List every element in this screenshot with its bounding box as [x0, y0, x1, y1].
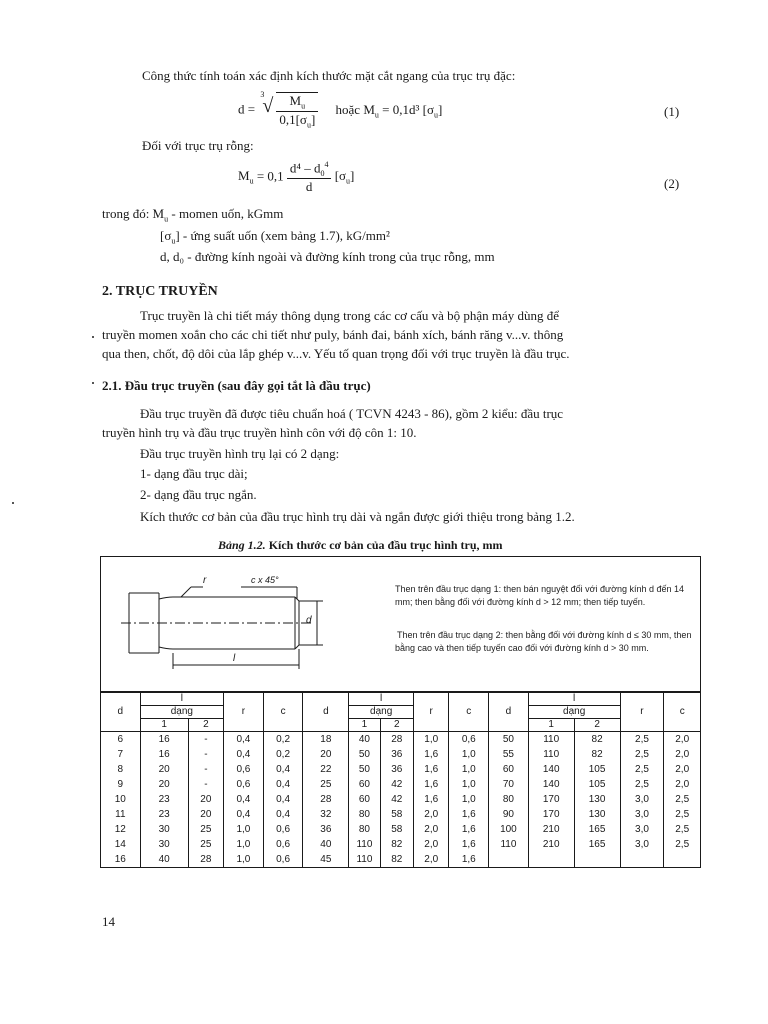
hollow-intro: Đối với trục trụ rỗng: [142, 138, 254, 153]
table-cell: 110 [349, 837, 380, 852]
table-cell: 2,5 [664, 837, 701, 852]
table-cell: 50 [349, 762, 380, 777]
table-cell: 0,4 [224, 807, 264, 822]
table-cell [664, 852, 701, 868]
table-cell: 40 [303, 837, 349, 852]
equation-number-2: (2) [664, 176, 680, 191]
table-cell: 2,0 [413, 822, 448, 837]
table-cell: 3,0 [620, 792, 664, 807]
table-cell: 1,0 [449, 777, 489, 792]
list-item-1: 1- dạng đầu trục dài; [140, 466, 248, 481]
section-title: 2. TRỤC TRUYỀN [102, 284, 218, 299]
table-cell: 2,0 [413, 807, 448, 822]
table-cell: 40 [349, 732, 380, 748]
figure-box [100, 556, 701, 692]
table-cell: 0,6 [263, 837, 303, 852]
table-cell: 1,0 [224, 822, 264, 837]
table-cell: 0,4 [224, 732, 264, 748]
table-cell: 2,0 [664, 777, 701, 792]
header-r: r [620, 693, 664, 732]
table-cell: 50 [489, 732, 529, 748]
table-cell: 1,6 [449, 807, 489, 822]
table-cell: 40 [140, 852, 188, 868]
table-header-row-2 [101, 706, 701, 719]
table-row [101, 777, 701, 792]
where-line-2: $[\sigma_u]$ - ứng suất uốn (xem bảng 1.7), kG/mm² [160, 228, 390, 246]
header-l: l [349, 693, 414, 706]
table-cell: 2,5 [620, 732, 664, 748]
label-chamfer: c x 45° [251, 575, 279, 585]
header-dang: dạng [528, 706, 620, 719]
table-cell: 170 [528, 792, 574, 807]
table-cell: 0,6 [449, 732, 489, 748]
table-cell: 1,6 [449, 852, 489, 868]
table-cell: 16 [101, 852, 141, 868]
where-line-3: d, d₀ - đường kính ngoài và đường kính trong của trục rỗng, mm [160, 249, 495, 264]
cube-root [258, 92, 318, 129]
table-cell: 2,5 [620, 777, 664, 792]
table-row [101, 732, 701, 748]
table-cell: 36 [380, 747, 413, 762]
table-cell [574, 852, 620, 868]
table-cell: - [188, 777, 223, 792]
header-dang: dạng [349, 706, 414, 719]
table-cell: 42 [380, 777, 413, 792]
table-cell: 2,0 [664, 732, 701, 748]
para1-line-2: truyền momen xoắn cho các chi tiết như puly, bánh đai, bánh xích, bánh răng v...v. thông [102, 327, 564, 342]
formula-1 [238, 90, 443, 130]
root-index: 3 [260, 90, 265, 99]
table-caption: Bảng 1.2. Kích thước cơ bản của đầu trục hình trụ, mm [218, 538, 503, 552]
table-row [101, 807, 701, 822]
formula-2-tail: $[\sigma_u]$ [334, 168, 355, 187]
table-cell: 82 [574, 747, 620, 762]
header-c: c [449, 693, 489, 732]
table-cell: 58 [380, 822, 413, 837]
header-dang: dạng [140, 706, 223, 719]
table-cell: 25 [188, 837, 223, 852]
table-row [101, 822, 701, 837]
formula-2: $M_u = 0,1$ $\frac{d^4 - d_0^4}{d}$ $[\sigma_u]$ [238, 160, 355, 194]
table-cell: 20 [188, 792, 223, 807]
table-cell: 170 [528, 807, 574, 822]
intro-text: Công thức tính toán xác định kích thước mặt cắt ngang của trục trụ đặc: [142, 68, 516, 83]
table-cell: 165 [574, 837, 620, 852]
header-l: l [528, 693, 620, 706]
table-cell: 25 [303, 777, 349, 792]
table-cell: 1,0 [449, 747, 489, 762]
header-type-1: 1 [349, 719, 380, 732]
table-cell: 165 [574, 822, 620, 837]
para4: Kích thước cơ bản của đầu trục hình trụ dài và ngắn được giới thiệu trong bảng 1.2. [140, 509, 575, 524]
table-cell: 90 [489, 807, 529, 822]
table-cell: 1,6 [413, 792, 448, 807]
table-cell: 30 [140, 822, 188, 837]
table-cell: 130 [574, 807, 620, 822]
table-cell: 0,4 [263, 807, 303, 822]
table-cell: 55 [489, 747, 529, 762]
table-body [101, 732, 701, 868]
table-cell: 10 [101, 792, 141, 807]
formula-1-alt: hoặc $M_u = 0,1d^3$ $[\sigma_u]$ [335, 101, 443, 120]
table-cell: 8 [101, 762, 141, 777]
header-d: d [303, 693, 349, 732]
table-cell: 0,2 [263, 732, 303, 748]
table-cell [489, 852, 529, 868]
table-cell: 105 [574, 762, 620, 777]
table-cell: 23 [140, 792, 188, 807]
table-cell: 0,2 [263, 747, 303, 762]
table-cell: 58 [380, 807, 413, 822]
shaft-drawing [101, 557, 381, 689]
table-cell: 110 [528, 732, 574, 748]
table-cell: 82 [380, 837, 413, 852]
list-item-2: 2- dạng đầu trục ngắn. [140, 487, 257, 502]
table-cell: 36 [380, 762, 413, 777]
table-cell: 1,6 [449, 837, 489, 852]
subsection-title: 2.1. Đầu trục truyền (sau đây gọi tắt là đầu trục) [102, 378, 371, 393]
table-cell: 16 [140, 732, 188, 748]
scan-speck [92, 382, 94, 384]
table-cell: 1,0 [449, 762, 489, 777]
para2-line-1: Đầu trục truyền đã được tiêu chuẩn hoá ( TCVN 4243 - 86), gồm 2 kiểu: đầu trục [140, 406, 564, 421]
table-cell: 80 [349, 807, 380, 822]
table-cell [528, 852, 574, 868]
para1-line-3: qua then, chốt, độ dôi của lắp ghép v...v. Yếu tố quan trọng đối với trục truyền là đầu trục. [102, 346, 570, 361]
table-cell: 1,6 [413, 747, 448, 762]
table-cell: 2,5 [664, 822, 701, 837]
table-cell: 60 [489, 762, 529, 777]
table-cell: 100 [489, 822, 529, 837]
label-l: l [233, 653, 236, 664]
table-cell: 3,0 [620, 807, 664, 822]
table-cell: 0,4 [263, 792, 303, 807]
table-cell: 2,0 [664, 747, 701, 762]
table-cell: 18 [303, 732, 349, 748]
table-cell: 0,6 [224, 762, 264, 777]
table-cell: 3,0 [620, 837, 664, 852]
note-1: Then trên đầu trục dạng 1: then bán nguyệt đối với đường kính d đến 14 mm; then bằng đối với đường kính d > 12 mm; then tiếp tuyến. [395, 584, 685, 607]
table-cell: 22 [303, 762, 349, 777]
table-cell: 0,4 [263, 762, 303, 777]
table-cell: 0,6 [263, 852, 303, 868]
table-cell: 32 [303, 807, 349, 822]
table-cell: 23 [140, 807, 188, 822]
table-cell: - [188, 762, 223, 777]
note-2: Then trên đầu trục dạng 2: then bằng đối với đường kính d ≤ 30 mm, then bằng cao và then tiếp tuyến cao đối với đường kính d > 30 mm. [395, 630, 692, 653]
table-row [101, 762, 701, 777]
para1-line-1: Trục truyền là chi tiết máy thông dụng trong các cơ cấu và bộ phận máy dùng để [140, 308, 560, 323]
table-cell: 2,5 [664, 807, 701, 822]
table-cell: 45 [303, 852, 349, 868]
table-cell: 50 [349, 747, 380, 762]
header-type-1: 1 [528, 719, 574, 732]
label-d: d [306, 615, 312, 626]
table-cell: 1,0 [413, 732, 448, 748]
table-cell: 0,4 [263, 777, 303, 792]
table-cell: 80 [349, 822, 380, 837]
table-cell: 30 [140, 837, 188, 852]
header-c: c [263, 693, 303, 732]
para3: Đầu trục truyền hình trụ lại có 2 dạng: [140, 446, 340, 461]
table-cell: 2,5 [620, 762, 664, 777]
table-header-row-1 [101, 693, 701, 706]
radical-sign: √ [262, 95, 274, 117]
where-line-1: trong đó: $M_u$ - momen uốn, kGmm [102, 206, 284, 224]
table-cell: 6 [101, 732, 141, 748]
table-cell: 14 [101, 837, 141, 852]
para2-line-2: truyền hình trụ và đầu trục truyền hình côn với độ côn 1: 10. [102, 425, 417, 440]
label-r: r [203, 575, 207, 586]
table-cell: 0,4 [224, 747, 264, 762]
table-cell: 140 [528, 777, 574, 792]
header-d: d [101, 693, 141, 732]
table-cell: 12 [101, 822, 141, 837]
table-cell: 2,5 [620, 747, 664, 762]
table-cell: 28 [380, 732, 413, 748]
table-cell: 20 [140, 777, 188, 792]
table-cell: 25 [188, 822, 223, 837]
table-header-row-3 [101, 719, 701, 732]
table-cell: 1,0 [224, 837, 264, 852]
table-cell: 42 [380, 792, 413, 807]
table-cell: - [188, 732, 223, 748]
table-cell: 36 [303, 822, 349, 837]
table-cell: 28 [303, 792, 349, 807]
table-cell: - [188, 747, 223, 762]
table-cell: 70 [489, 777, 529, 792]
table-cell: 82 [574, 732, 620, 748]
table-cell: 16 [140, 747, 188, 762]
table-cell: 110 [489, 837, 529, 852]
table-cell [620, 852, 664, 868]
header-c: c [664, 693, 701, 732]
table-cell: 1,6 [449, 822, 489, 837]
header-r: r [224, 693, 264, 732]
table-cell: 140 [528, 762, 574, 777]
table-cell: 60 [349, 792, 380, 807]
table-cell: 3,0 [620, 822, 664, 837]
table-cell: 9 [101, 777, 141, 792]
table-cell: 2,5 [664, 792, 701, 807]
table-row [101, 747, 701, 762]
table-cell: 1,0 [224, 852, 264, 868]
table-cell: 210 [528, 837, 574, 852]
table-cell: 210 [528, 822, 574, 837]
scan-speck [12, 502, 14, 504]
table-cell: 28 [188, 852, 223, 868]
table-cell: 0,6 [263, 822, 303, 837]
table-cell: 2,0 [413, 837, 448, 852]
table-cell: 2,0 [664, 762, 701, 777]
table-cell: 2,0 [413, 852, 448, 868]
table-cell: 110 [349, 852, 380, 868]
header-d: d [489, 693, 529, 732]
table-cell: 1,6 [413, 762, 448, 777]
header-r: r [413, 693, 448, 732]
table-cell: 130 [574, 792, 620, 807]
header-type-2: 2 [380, 719, 413, 732]
formula-2-fraction: $\frac{d^4 - d_0^4}{d}$ [287, 160, 332, 195]
header-type-2: 2 [574, 719, 620, 732]
table-cell: 60 [349, 777, 380, 792]
page-number: 14 [102, 914, 115, 929]
header-l: l [140, 693, 223, 706]
header-type-1: 1 [140, 719, 188, 732]
table-cell: 105 [574, 777, 620, 792]
table-row [101, 852, 701, 868]
table-cell: 110 [528, 747, 574, 762]
table-cell: 20 [188, 807, 223, 822]
formula-1-lhs: d = [238, 101, 256, 117]
table-cell: 0,4 [224, 792, 264, 807]
table-cell: 1,6 [413, 777, 448, 792]
table-cell: 1,0 [449, 792, 489, 807]
equation-number-1: (1) [664, 104, 680, 119]
formula-1-fraction: $\frac{M_u}{0,1[\sigma_u]}$ [276, 92, 318, 129]
header-type-2: 2 [188, 719, 223, 732]
table-cell: 0,6 [224, 777, 264, 792]
table-row [101, 837, 701, 852]
table-cell: 20 [140, 762, 188, 777]
table-row [101, 792, 701, 807]
scan-speck [92, 336, 94, 338]
formula-2-lhs: $M_u$ [238, 168, 254, 187]
table-cell: 7 [101, 747, 141, 762]
table-cell: 11 [101, 807, 141, 822]
table-cell: 20 [303, 747, 349, 762]
table-cell: 80 [489, 792, 529, 807]
spec-table [100, 692, 701, 868]
table-cell: 82 [380, 852, 413, 868]
